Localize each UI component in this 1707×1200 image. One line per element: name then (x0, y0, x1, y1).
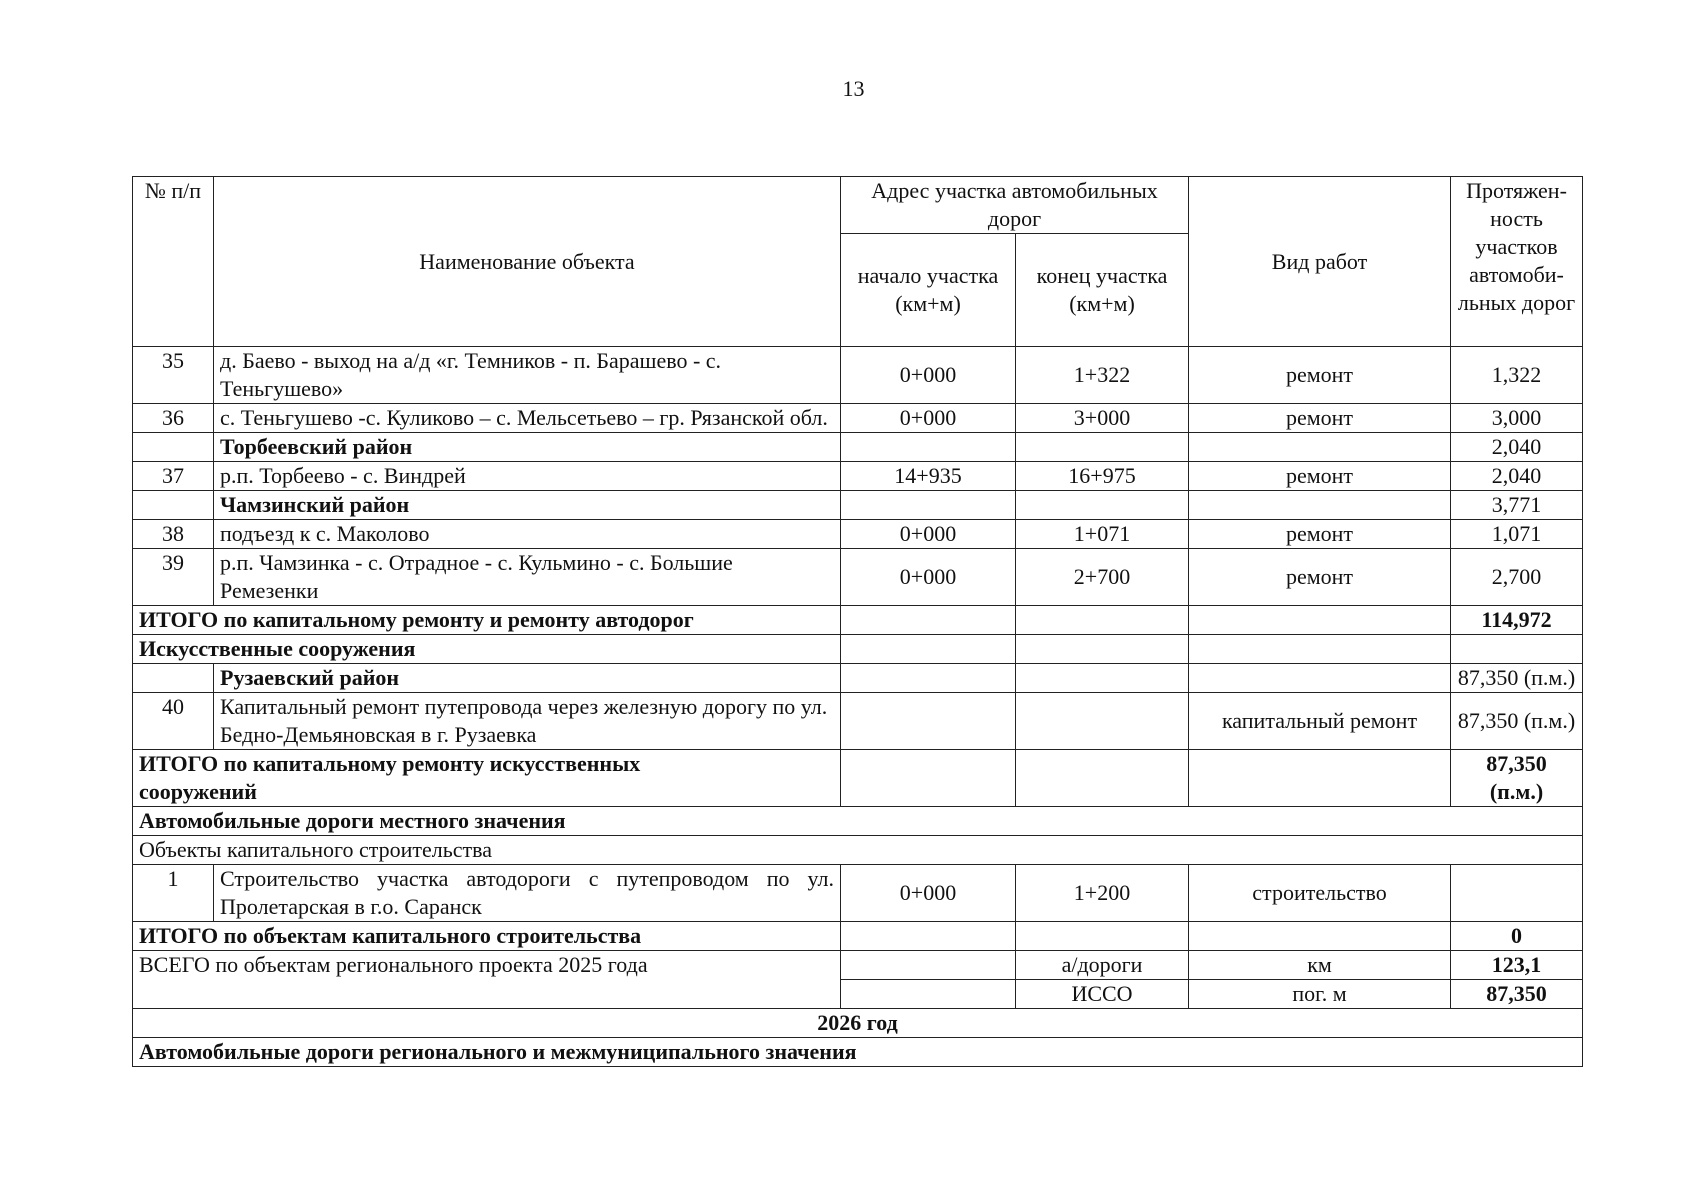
total-row (133, 922, 1583, 951)
row-start: 0+000 (841, 347, 1016, 404)
section-title: Искусственные сооружения (133, 635, 841, 664)
row-length (1451, 865, 1583, 922)
year-row (133, 1009, 1583, 1038)
district-length: 3,771 (1451, 491, 1583, 520)
header-start: начало участка (км+м) (841, 234, 1016, 347)
total-value: 0 (1451, 922, 1583, 951)
row-end: 2+700 (1016, 549, 1189, 606)
row-end: 1+071 (1016, 520, 1189, 549)
row-length: 1,322 (1451, 347, 1583, 404)
grand-total-value: 87,350 (1451, 980, 1583, 1009)
district-name: Чамзинский район (214, 491, 841, 520)
district-name: Торбеевский район (214, 433, 841, 462)
section-subtitle: Объекты капитального строительства (133, 836, 1583, 865)
total-value: 87,350 (п.м.) (1451, 750, 1583, 807)
header-num: № п/п (133, 177, 214, 347)
row-start: 0+000 (841, 520, 1016, 549)
row-length: 1,071 (1451, 520, 1583, 549)
table-row (133, 520, 1583, 549)
page-number: 13 (842, 76, 865, 101)
year-heading: 2026 год (133, 1009, 1583, 1038)
row-name: Строительство участка автодороги с путепроводом по ул. Пролетарская в г.о. Саранск (214, 865, 841, 922)
row-work: ремонт (1189, 347, 1451, 404)
total-label: ИТОГО по капитальному ремонту искусственных сооружений (133, 750, 841, 807)
grand-total-value: 123,1 (1451, 951, 1583, 980)
row-num: 38 (133, 520, 214, 549)
row-num: 39 (133, 549, 214, 606)
row-name: р.п. Торбеево - с. Виндрей (214, 462, 841, 491)
row-work: строительство (1189, 865, 1451, 922)
header-address: Адрес участка автомобильных дорог (841, 177, 1189, 234)
district-row (133, 664, 1583, 693)
row-work: ремонт (1189, 549, 1451, 606)
grand-total-type: ИССО (1016, 980, 1189, 1009)
row-num: 36 (133, 404, 214, 433)
header-name: Наименование объекта (214, 177, 841, 347)
table-row (133, 462, 1583, 491)
header-length: Протяжен-ность участков автомоби-льных дорог (1451, 177, 1583, 347)
grand-total-label: ВСЕГО по объектам регионального проекта 2025 года (133, 951, 841, 1009)
row-name: подъезд к с. Маколово (214, 520, 841, 549)
table-row (133, 347, 1583, 404)
table-row (133, 549, 1583, 606)
district-length: 2,040 (1451, 433, 1583, 462)
row-start: 0+000 (841, 404, 1016, 433)
row-work: капитальный ремонт (1189, 693, 1451, 750)
row-length: 3,000 (1451, 404, 1583, 433)
district-row (133, 433, 1583, 462)
road-works-table (132, 176, 1583, 1067)
grand-total-unit: км (1189, 951, 1451, 980)
row-name: с. Теньгушево -с. Куликово – с. Мельсетьево – гр. Рязанской обл. (214, 404, 841, 433)
row-name: р.п. Чамзинка - с. Отрадное - с. Кульмино - с. Большие Ремезенки (214, 549, 841, 606)
row-end: 1+322 (1016, 347, 1189, 404)
table-row (133, 404, 1583, 433)
row-work: ремонт (1189, 404, 1451, 433)
row-num: 1 (133, 865, 214, 922)
section-title: Автомобильные дороги регионального и межмуниципального значения (133, 1038, 1583, 1067)
district-name: Рузаевский район (214, 664, 841, 693)
row-work: ремонт (1189, 520, 1451, 549)
grand-total-row (133, 951, 1583, 980)
section-title: Автомобильные дороги местного значения (133, 807, 1583, 836)
district-row (133, 491, 1583, 520)
row-num: 35 (133, 347, 214, 404)
row-name: д. Баево - выход на а/д «г. Темников - п. Барашево - с. Теньгушево» (214, 347, 841, 404)
row-end: 1+200 (1016, 865, 1189, 922)
row-start: 14+935 (841, 462, 1016, 491)
total-row (133, 606, 1583, 635)
table-header-row (133, 177, 1583, 234)
row-end: 16+975 (1016, 462, 1189, 491)
section-row (133, 836, 1583, 865)
row-start: 0+000 (841, 865, 1016, 922)
header-work: Вид работ (1189, 177, 1451, 347)
row-length: 2,040 (1451, 462, 1583, 491)
total-label: ИТОГО по объектам капитального строительства (133, 922, 841, 951)
row-end: 3+000 (1016, 404, 1189, 433)
table-row (133, 693, 1583, 750)
row-num: 37 (133, 462, 214, 491)
section-row (133, 1038, 1583, 1067)
row-length: 2,700 (1451, 549, 1583, 606)
row-name: Капитальный ремонт путепровода через железную дорогу по ул. Бедно-Демьяновская в г. Рузаевка (214, 693, 841, 750)
total-label: ИТОГО по капитальному ремонту и ремонту автодорог (133, 606, 841, 635)
row-num: 40 (133, 693, 214, 750)
section-row (133, 635, 1583, 664)
total-value: 114,972 (1451, 606, 1583, 635)
row-start: 0+000 (841, 549, 1016, 606)
row-work: ремонт (1189, 462, 1451, 491)
total-row (133, 750, 1583, 807)
row-length: 87,350 (п.м.) (1451, 693, 1583, 750)
table-row (133, 865, 1583, 922)
district-length: 87,350 (п.м.) (1451, 664, 1583, 693)
grand-total-type: а/дороги (1016, 951, 1189, 980)
section-row (133, 807, 1583, 836)
header-end: конец участка (км+м) (1016, 234, 1189, 347)
grand-total-unit: пог. м (1189, 980, 1451, 1009)
